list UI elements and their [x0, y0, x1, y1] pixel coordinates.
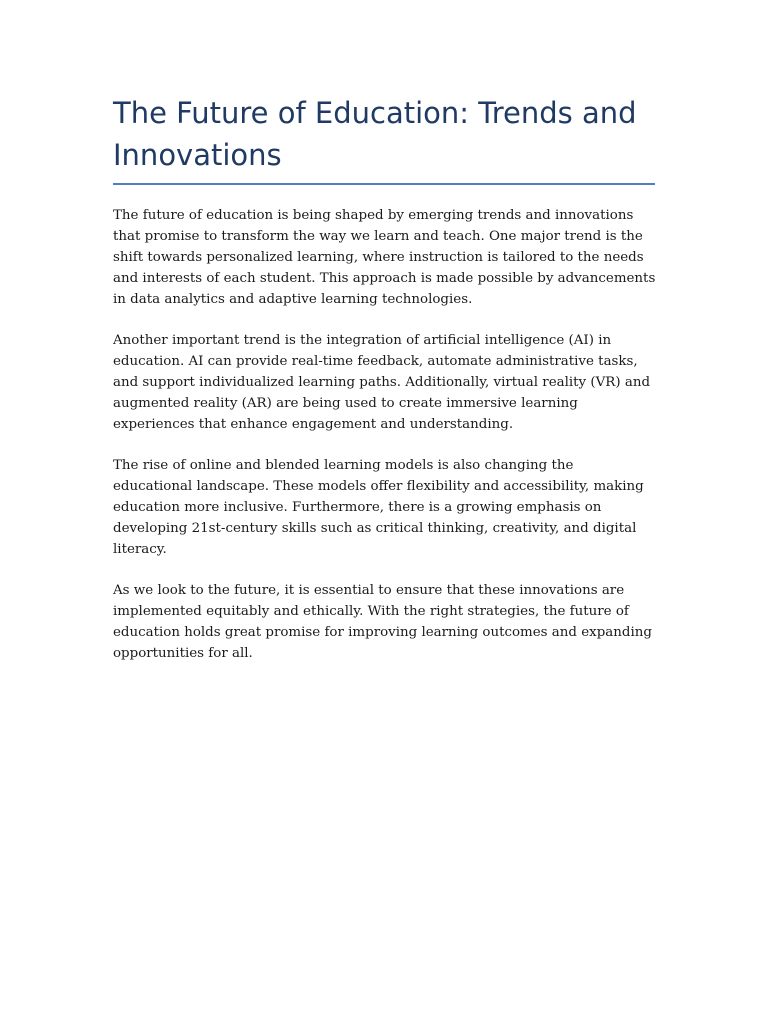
- document-content: [113, 92, 656, 684]
- document-title: The Future of Education: Trends and Innovations: [113, 96, 637, 172]
- paragraph-1: The future of education is being shaped by emerging trends and innovations that promise to transform the way we learn and teach. One major trend is the shift towards personalized learning, where instruction is tailored to the needs and interests of each student. This approach is made possible by advancements in data analytics and adaptive learning technologies.: [113, 208, 656, 307]
- paragraph-3: The rise of online and blended learning models is also changing the educational landscape. These models offer flexibility and accessibility, making education more inclusive. Furthermore, there is a growing emphasis on developing 21st-century skills such as critical thinking, creativity, and digital literacy.: [113, 458, 644, 557]
- paragraph-4: As we look to the future, it is essential to ensure that these innovations are implemented equitably and ethically. With the right strategies, the future of education holds great promise for improving learning outcomes and expanding opportunities for all.: [113, 583, 652, 661]
- title-underline-rule: [113, 183, 655, 185]
- document-body: [113, 205, 656, 664]
- paragraph-2: Another important trend is the integration of artificial intelligence (AI) in education. AI can provide real-time feedback, automate administrative tasks, and support individualized learning paths. Additionally, virtual reality (VR) and augmented reality (AR) are being used to create immersive learning experiences that enhance engagement and understanding.: [113, 333, 651, 432]
